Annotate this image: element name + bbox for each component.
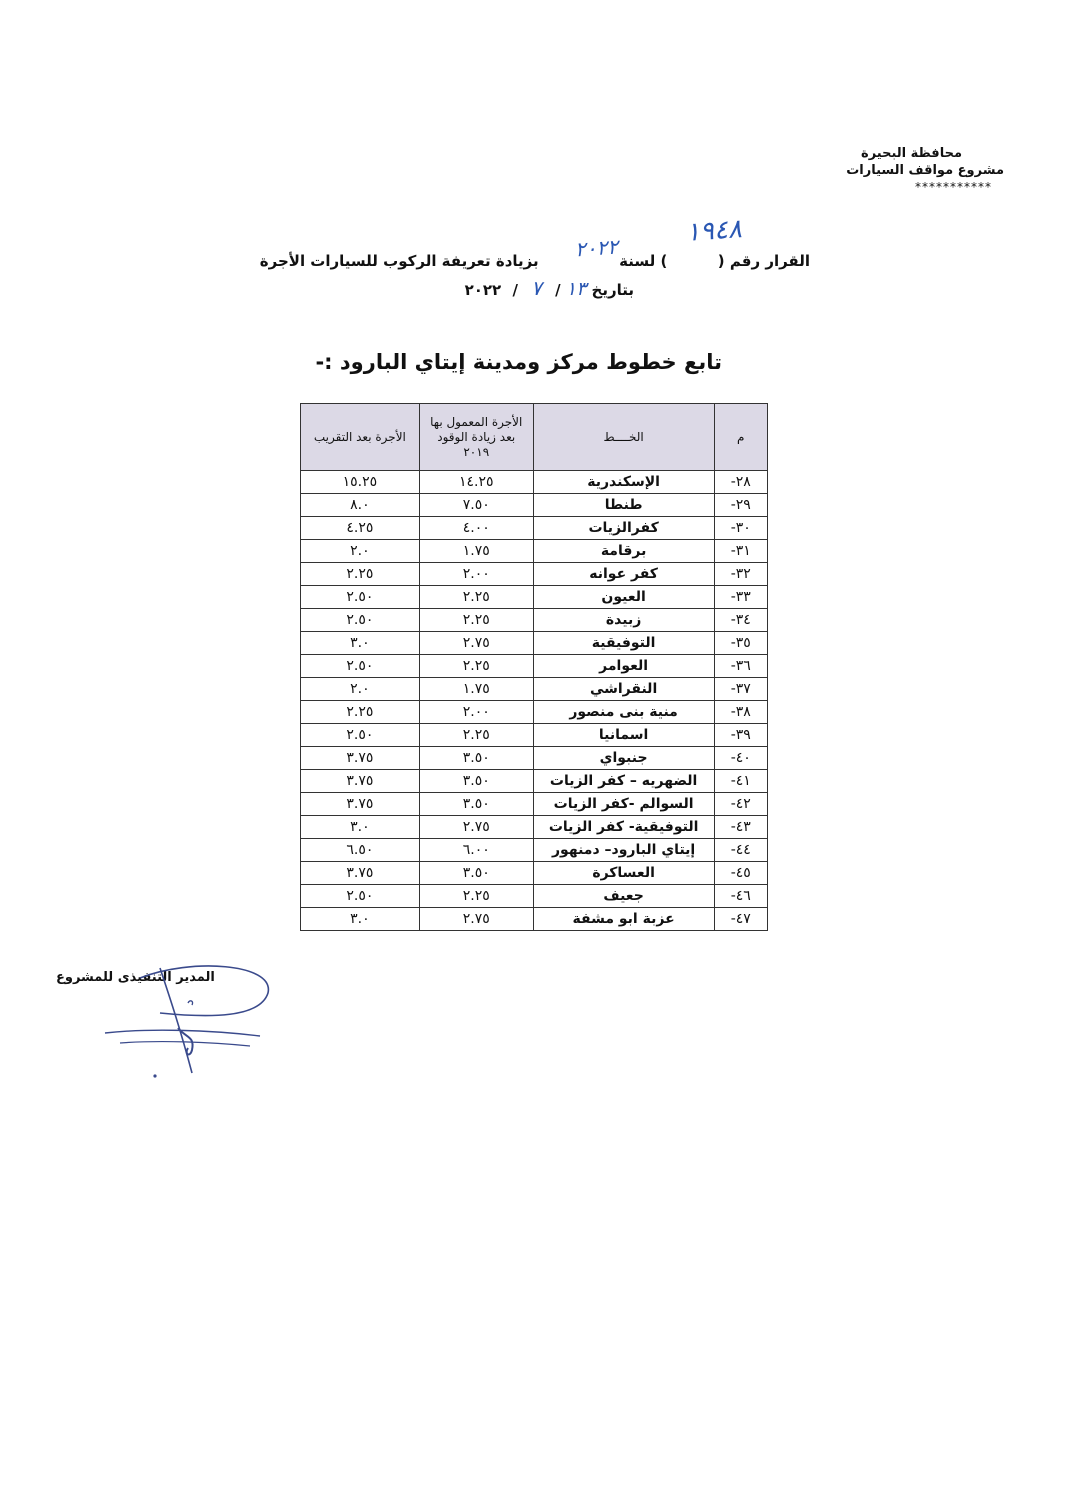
cell-num: ٣٠-	[714, 517, 768, 540]
cell-old-fare: ٢.٢٥	[419, 586, 533, 609]
cell-line: منية بنى منصور	[533, 701, 714, 724]
table-row	[301, 816, 768, 839]
cell-num: ٤٣-	[714, 816, 768, 839]
cell-old-fare: ٢.٧٥	[419, 632, 533, 655]
cell-num: ٣٥-	[714, 632, 768, 655]
cell-old-fare: ٢.٧٥	[419, 816, 533, 839]
cell-old-fare: ٤.٠٠	[419, 517, 533, 540]
decision-line	[260, 252, 810, 270]
cell-line: عزبة ابو مشفة	[533, 908, 714, 931]
cell-old-fare: ٧.٥٠	[419, 494, 533, 517]
cell-old-fare: ٢.٢٥	[419, 609, 533, 632]
table-row	[301, 724, 768, 747]
cell-new-fare: ٣.٠	[301, 816, 420, 839]
cell-line: اسمانيا	[533, 724, 714, 747]
header-old-fare: الأجرة المعمول بها بعد زيادة الوقود ٢٠١٩	[419, 404, 533, 471]
cell-num: ٣٤-	[714, 609, 768, 632]
decision-prefix: القرار رقم (	[717, 252, 810, 270]
table-row	[301, 609, 768, 632]
cell-old-fare: ٣.٥٠	[419, 793, 533, 816]
cell-new-fare: ٣.٧٥	[301, 862, 420, 885]
table-row	[301, 747, 768, 770]
cell-line: العيون	[533, 586, 714, 609]
cell-line: برقامة	[533, 540, 714, 563]
cell-new-fare: ٦.٥٠	[301, 839, 420, 862]
handwritten-date-month: ٧	[531, 276, 542, 300]
cell-new-fare: ٢.٠	[301, 678, 420, 701]
section-title: تابع خطوط مركز ومدينة إيتاي البارود :-	[315, 350, 722, 374]
header-stars: ***********	[915, 180, 992, 194]
cell-new-fare: ٨.٠	[301, 494, 420, 517]
cell-num: ٢٨-	[714, 471, 768, 494]
cell-line: جعيف	[533, 885, 714, 908]
cell-new-fare: ٢.٥٠	[301, 724, 420, 747]
cell-num: ٤٢-	[714, 793, 768, 816]
cell-line: جنبواي	[533, 747, 714, 770]
signature-mark	[100, 958, 280, 1088]
date-year: ٢٠٢٢	[464, 281, 502, 299]
cell-old-fare: ٢.٧٥	[419, 908, 533, 931]
handwritten-decision-year: ٢٠٢٢	[574, 234, 619, 262]
handwritten-date-day: ١٣	[565, 278, 587, 300]
cell-line: طنطا	[533, 494, 714, 517]
decision-date-line	[465, 276, 634, 300]
governorate-name: محافظة البحيرة	[861, 146, 962, 161]
cell-old-fare: ٢.٢٥	[419, 724, 533, 747]
cell-new-fare: ٣.٠	[301, 908, 420, 931]
cell-old-fare: ١.٧٥	[419, 678, 533, 701]
cell-line: التوفيقية- كفر الزيات	[533, 816, 714, 839]
cell-old-fare: ٢.٠٠	[419, 563, 533, 586]
cell-num: ٣٨-	[714, 701, 768, 724]
cell-num: ٤٦-	[714, 885, 768, 908]
cell-new-fare: ٢.٢٥	[301, 563, 420, 586]
fare-table-body	[301, 471, 768, 931]
cell-new-fare: ١٥.٢٥	[301, 471, 420, 494]
cell-line: العوامر	[533, 655, 714, 678]
table-row	[301, 885, 768, 908]
cell-old-fare: ٢.٠٠	[419, 701, 533, 724]
header-line: الخــــط	[533, 404, 714, 471]
cell-new-fare: ٤.٢٥	[301, 517, 420, 540]
cell-new-fare: ٢.٥٠	[301, 609, 420, 632]
decision-subject: بزيادة تعريفة الركوب للسيارات الأجرة	[259, 252, 539, 270]
table-row	[301, 471, 768, 494]
cell-new-fare: ٢.٢٥	[301, 701, 420, 724]
cell-new-fare: ٢.٥٠	[301, 885, 420, 908]
table-row	[301, 540, 768, 563]
cell-num: ٢٩-	[714, 494, 768, 517]
cell-num: ٣٢-	[714, 563, 768, 586]
cell-line: النقراشي	[533, 678, 714, 701]
date-separator: /	[555, 281, 561, 299]
decision-middle: ) لسنة	[619, 252, 668, 270]
handwritten-decision-number: ١٩٤٨	[685, 214, 743, 248]
cell-line: زبيدة	[533, 609, 714, 632]
table-row	[301, 701, 768, 724]
cell-new-fare: ٢.٠	[301, 540, 420, 563]
cell-num: ٤١-	[714, 770, 768, 793]
cell-line: الضهريه – كفر الزيات	[533, 770, 714, 793]
cell-old-fare: ١.٧٥	[419, 540, 533, 563]
table-row	[301, 678, 768, 701]
table-row	[301, 494, 768, 517]
table-row	[301, 632, 768, 655]
cell-num: ٣٣-	[714, 586, 768, 609]
cell-num: ٣١-	[714, 540, 768, 563]
cell-old-fare: ٣.٥٠	[419, 862, 533, 885]
cell-old-fare: ٣.٥٠	[419, 770, 533, 793]
cell-num: ٤٠-	[714, 747, 768, 770]
table-row	[301, 517, 768, 540]
table-row	[301, 793, 768, 816]
header-num: م	[714, 404, 768, 471]
cell-line: كفرالزيات	[533, 517, 714, 540]
table-row	[301, 586, 768, 609]
cell-line: العساكرة	[533, 862, 714, 885]
cell-num: ٣٧-	[714, 678, 768, 701]
table-row	[301, 655, 768, 678]
cell-new-fare: ٢.٥٠	[301, 586, 420, 609]
cell-num: ٣٦-	[714, 655, 768, 678]
table-row	[301, 908, 768, 931]
cell-line: التوفيقية	[533, 632, 714, 655]
table-row	[301, 770, 768, 793]
cell-num: ٤٧-	[714, 908, 768, 931]
table-row	[301, 862, 768, 885]
cell-num: ٣٩-	[714, 724, 768, 747]
table-row	[301, 563, 768, 586]
cell-old-fare: ٦.٠٠	[419, 839, 533, 862]
table-row	[301, 839, 768, 862]
cell-new-fare: ٣.٠	[301, 632, 420, 655]
project-name: مشروع مواقف السيارات	[846, 163, 1004, 178]
cell-new-fare: ٣.٧٥	[301, 747, 420, 770]
cell-line: الإسكندرية	[533, 471, 714, 494]
cell-new-fare: ٣.٧٥	[301, 793, 420, 816]
cell-line: كفر عوانه	[533, 563, 714, 586]
cell-new-fare: ٣.٧٥	[301, 770, 420, 793]
table-header-row	[301, 404, 768, 471]
cell-num: ٤٤-	[714, 839, 768, 862]
fare-table	[300, 403, 768, 931]
cell-old-fare: ٣.٥٠	[419, 747, 533, 770]
cell-line: إيتاي البارود– دمنهور	[533, 839, 714, 862]
cell-old-fare: ٢.٢٥	[419, 885, 533, 908]
cell-old-fare: ٢.٢٥	[419, 655, 533, 678]
cell-line: السوالم -كفر الزيات	[533, 793, 714, 816]
date-separator: /	[512, 281, 518, 299]
cell-new-fare: ٢.٥٠	[301, 655, 420, 678]
cell-num: ٤٥-	[714, 862, 768, 885]
cell-old-fare: ١٤.٢٥	[419, 471, 533, 494]
date-label: بتاريخ	[591, 281, 634, 299]
signature-title: المدير التنفيذى للمشروع	[56, 970, 215, 985]
header-new-fare: الأجرة بعد التقريب	[301, 404, 420, 471]
